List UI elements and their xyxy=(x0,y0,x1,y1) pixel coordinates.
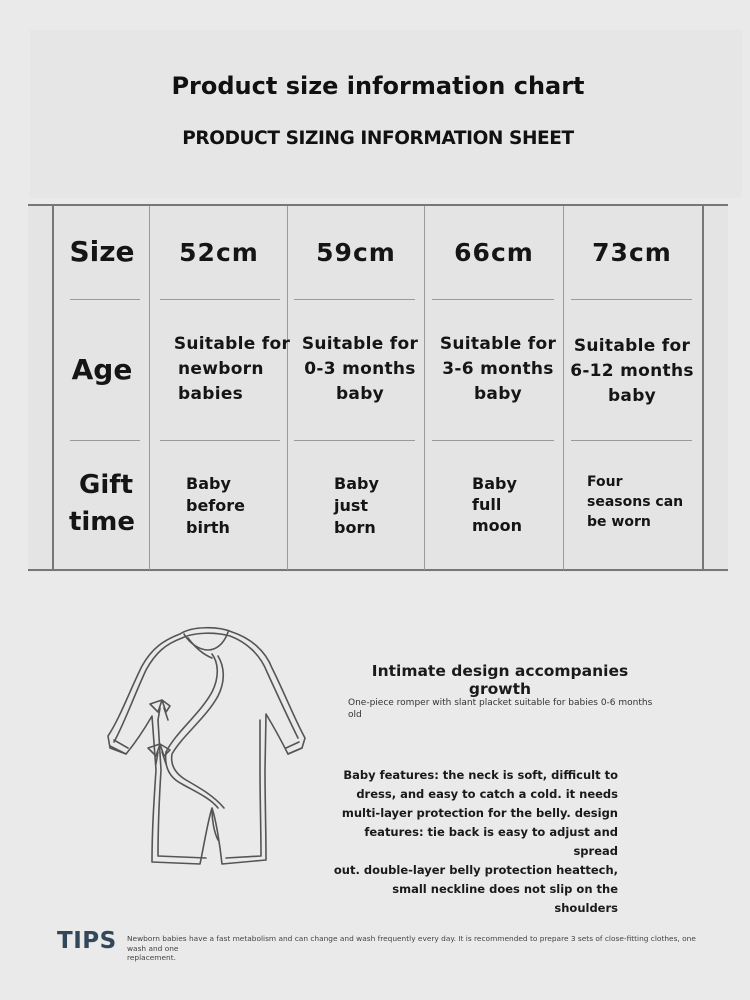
table-right-border xyxy=(702,206,704,570)
age-cell: Suitable for 3-6 months baby xyxy=(439,334,557,404)
design-subtitle: One-piece romper with slant placket suitable for babies 0-6 months old xyxy=(348,698,653,720)
row-divider xyxy=(70,440,140,441)
design-title: Intimate design accompanies growth xyxy=(371,662,629,698)
row-divider xyxy=(294,440,415,441)
size-cell: 73cm xyxy=(592,238,672,267)
page-title: Product size information chart xyxy=(171,72,585,100)
size-cell: 59cm xyxy=(316,238,396,267)
row-divider xyxy=(571,440,692,441)
row-label-gift-line1: Gift xyxy=(79,470,133,500)
row-divider xyxy=(432,299,554,300)
features-text: Baby features: the neck is soft, difficult to dress, and easy to catch a cold. it needs multi-layer protection for the belly. design features: tie back is easy to adjust and spread out. double-layer belly protection heattech, small neckline does not slip on the shoulders xyxy=(333,768,618,915)
table-left-border xyxy=(52,206,54,570)
gift-cell: Baby full moon xyxy=(472,474,523,535)
row-label-age: Age xyxy=(71,353,133,386)
age-cell: Suitable for 0-3 months baby xyxy=(301,334,419,404)
tips-text: Newborn babies have a fast metabolism and can change and wash frequently every day. It is recommended to prepare 3 sets of close-fitting clothes, one wash and one replacement. xyxy=(127,934,696,962)
row-divider xyxy=(432,440,554,441)
page-subtitle: PRODUCT SIZING INFORMATION SHEET xyxy=(182,128,574,149)
row-divider xyxy=(70,299,140,300)
age-cell: Suitable for newborn babies xyxy=(173,334,291,404)
row-divider xyxy=(160,440,280,441)
row-label-size: Size xyxy=(69,235,135,268)
size-cell: 52cm xyxy=(179,238,259,267)
size-cell: 66cm xyxy=(454,238,534,267)
tips-label: TIPS xyxy=(57,928,117,954)
gift-cell: Baby just born xyxy=(334,474,379,537)
gift-cell: Four seasons can be worn xyxy=(587,474,684,530)
row-divider xyxy=(571,299,692,300)
baby-romper-icon xyxy=(100,620,315,870)
row-divider xyxy=(160,299,280,300)
row-divider xyxy=(294,299,415,300)
gift-cell: Baby before birth xyxy=(186,474,245,537)
table-top-border xyxy=(28,204,728,206)
age-cell: Suitable for 6-12 months baby xyxy=(570,336,694,406)
row-label-gift-line2: time xyxy=(68,507,136,537)
header-panel xyxy=(30,30,742,198)
table-bottom-border xyxy=(28,569,728,571)
